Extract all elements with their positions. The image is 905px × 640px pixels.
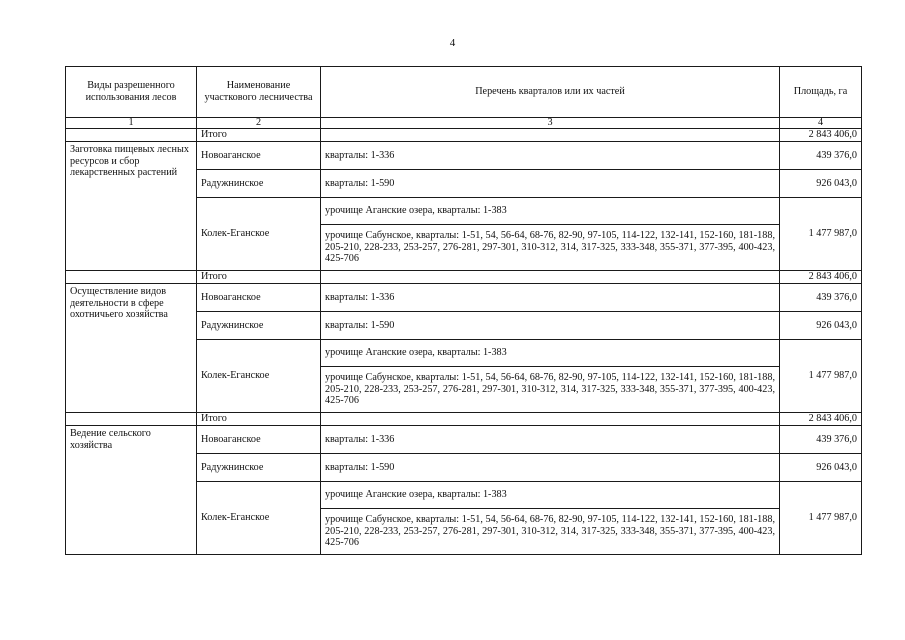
area-cell: 1 477 987,0 xyxy=(780,482,862,555)
table-row-total xyxy=(66,413,862,426)
quarters-cell: кварталы: 1-590 xyxy=(321,312,780,340)
area-cell: 926 043,0 xyxy=(780,170,862,198)
empty-cell xyxy=(321,129,780,142)
area-cell: 439 376,0 xyxy=(780,284,862,312)
quarters-cell: урочище Аганские озера, кварталы: 1-383 xyxy=(321,198,780,225)
area-cell: 439 376,0 xyxy=(780,142,862,170)
district-cell: Колек-Еганское xyxy=(197,482,321,555)
quarters-cell: кварталы: 1-336 xyxy=(321,426,780,454)
district-cell: Колек-Еганское xyxy=(197,198,321,271)
table-row xyxy=(66,426,862,454)
header-row xyxy=(66,67,862,118)
empty-cell xyxy=(321,413,780,426)
total-label: Итого xyxy=(197,271,321,284)
quarters-cell: урочище Аганские озера, кварталы: 1-383 xyxy=(321,340,780,367)
quarters-cell: урочище Сабунское, кварталы: 1-51, 54, 56-64, 68-76, 82-90, 97-105, 114-122, 132-141, 152-160, 181-188, 205-210, 228-233, 253-257, 276-281, 297-301, 310-312, 314, 317-325, 333-348, 355-371, 377-395, 400-423, 425-706 xyxy=(321,225,780,271)
total-area: 2 843 406,0 xyxy=(780,271,862,284)
area-cell: 439 376,0 xyxy=(780,426,862,454)
column-number-row xyxy=(66,118,862,129)
total-label: Итого xyxy=(197,413,321,426)
district-cell: Новоаганское xyxy=(197,142,321,170)
column-number: 2 xyxy=(197,118,321,129)
quarters-cell: кварталы: 1-336 xyxy=(321,284,780,312)
quarters-cell: урочище Сабунское, кварталы: 1-51, 54, 56-64, 68-76, 82-90, 97-105, 114-122, 132-141, 152-160, 181-188, 205-210, 228-233, 253-257, 276-281, 297-301, 310-312, 314, 317-325, 333-348, 355-371, 377-395, 400-423, 425-706 xyxy=(321,367,780,413)
area-cell: 1 477 987,0 xyxy=(780,198,862,271)
total-label: Итого xyxy=(197,129,321,142)
district-cell: Новоаганское xyxy=(197,284,321,312)
column-number: 4 xyxy=(780,118,862,129)
district-cell: Колек-Еганское xyxy=(197,340,321,413)
column-number: 1 xyxy=(66,118,197,129)
use-type-cell: Заготовка пищевых лесных ресурсов и сбор лекарственных растений xyxy=(66,142,197,271)
quarters-cell: кварталы: 1-590 xyxy=(321,170,780,198)
column-number: 3 xyxy=(321,118,780,129)
area-cell: 1 477 987,0 xyxy=(780,340,862,413)
header-district: Наименование участкового лесничества xyxy=(197,67,321,118)
header-use-type: Виды разрешенного использования лесов xyxy=(66,67,197,118)
table-row-total xyxy=(66,129,862,142)
total-area: 2 843 406,0 xyxy=(780,413,862,426)
header-area: Площадь, га xyxy=(780,67,862,118)
table-row xyxy=(66,142,862,170)
header-quarters: Перечень кварталов или их частей xyxy=(321,67,780,118)
empty-cell xyxy=(66,413,197,426)
area-cell: 926 043,0 xyxy=(780,454,862,482)
page-number: 4 xyxy=(449,37,456,49)
empty-cell xyxy=(66,271,197,284)
quarters-cell: кварталы: 1-336 xyxy=(321,142,780,170)
total-area: 2 843 406,0 xyxy=(780,129,862,142)
table-row-total xyxy=(66,271,862,284)
quarters-cell: урочище Аганские озера, кварталы: 1-383 xyxy=(321,482,780,509)
area-cell: 926 043,0 xyxy=(780,312,862,340)
use-type-cell: Осуществление видов деятельности в сфере охотничьего хозяйства xyxy=(66,284,197,413)
district-cell: Радужнинское xyxy=(197,454,321,482)
quarters-cell: урочище Сабунское, кварталы: 1-51, 54, 56-64, 68-76, 82-90, 97-105, 114-122, 132-141, 152-160, 181-188, 205-210, 228-233, 253-257, 276-281, 297-301, 310-312, 314, 317-325, 333-348, 355-371, 377-395, 400-423, 425-706 xyxy=(321,509,780,555)
district-cell: Новоаганское xyxy=(197,426,321,454)
empty-cell xyxy=(66,129,197,142)
use-type-cell: Ведение сельского хозяйства xyxy=(66,426,197,555)
district-cell: Радужнинское xyxy=(197,170,321,198)
table-row xyxy=(66,284,862,312)
quarters-cell: кварталы: 1-590 xyxy=(321,454,780,482)
district-cell: Радужнинское xyxy=(197,312,321,340)
forest-use-table xyxy=(65,66,862,555)
empty-cell xyxy=(321,271,780,284)
